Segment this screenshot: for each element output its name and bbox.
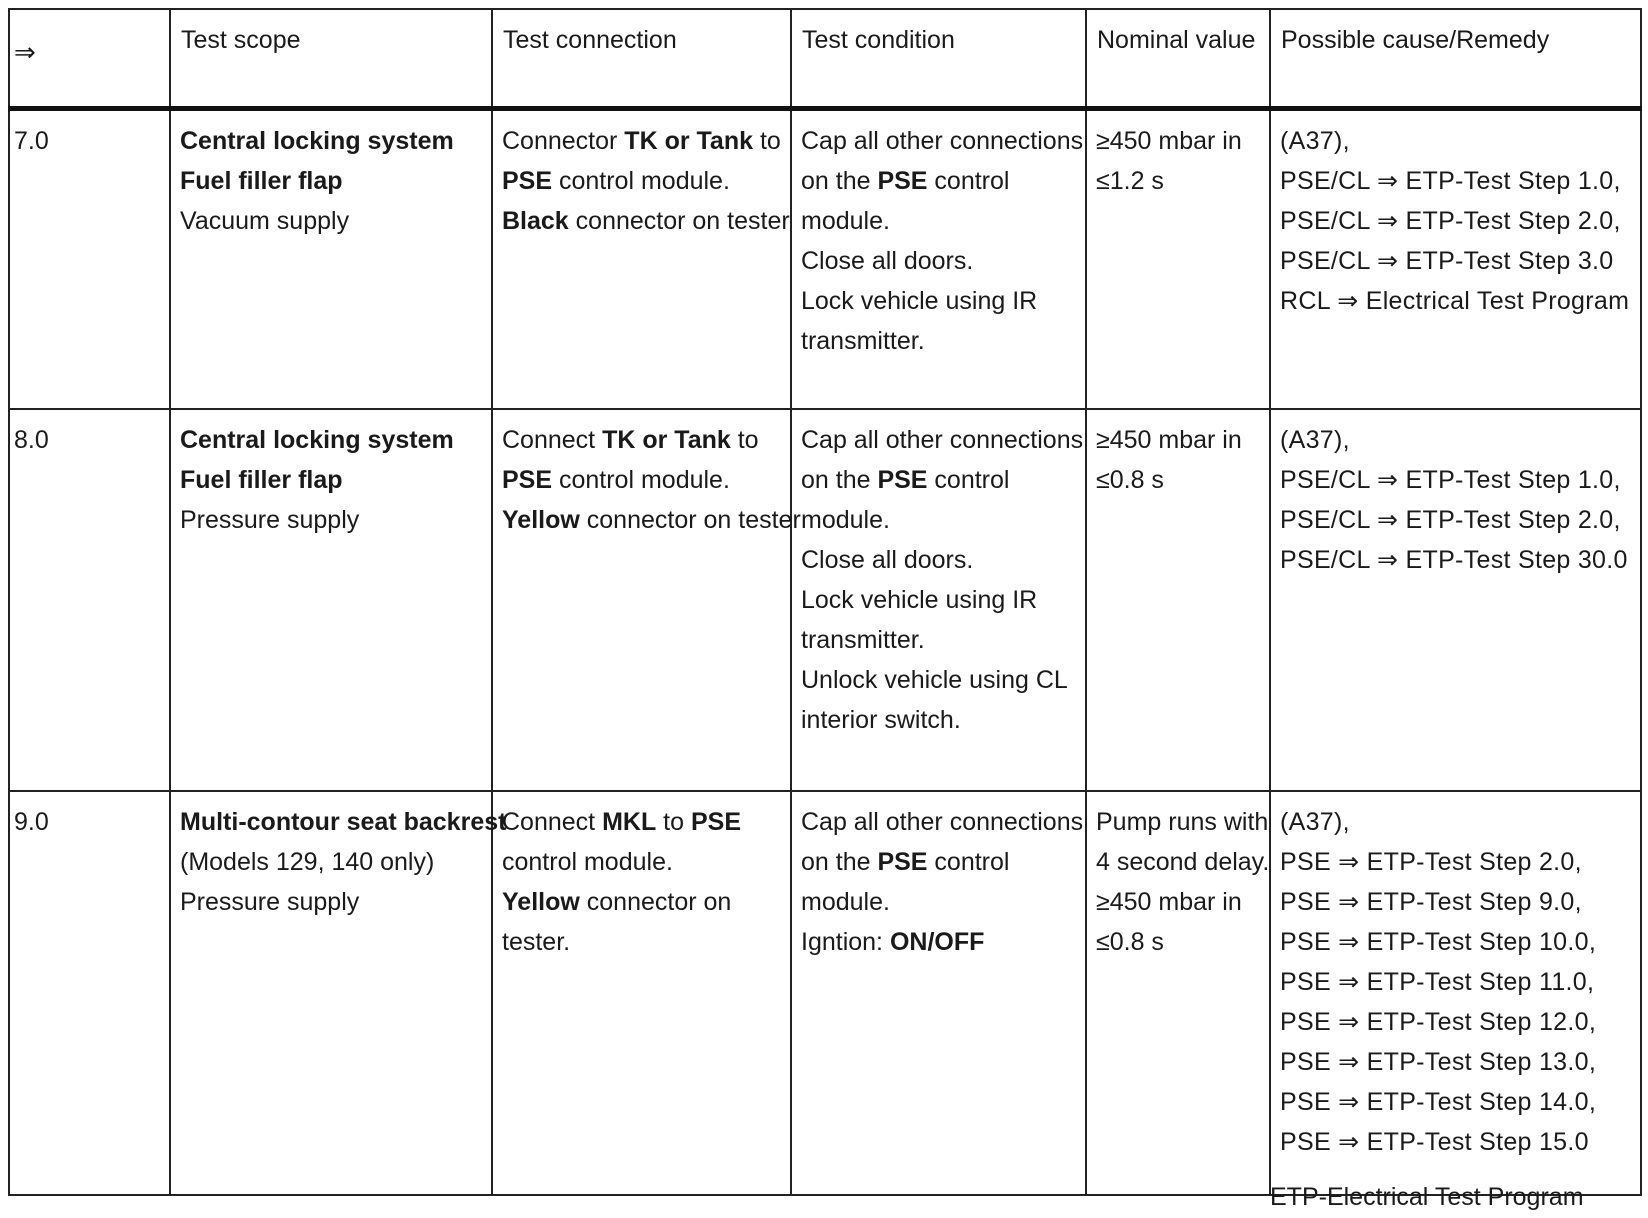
remedy-line: PSE ⇒ ETP-Test Step 2.0,: [1280, 848, 1582, 876]
remedy-cell: [1270, 791, 1641, 1195]
remedy-line: PSE ⇒ ETP-Test Step 10.0,: [1280, 928, 1597, 956]
remedy-line: PSE/CL ⇒ ETP-Test Step 1.0,: [1280, 466, 1621, 494]
header-row: [9, 9, 1641, 109]
remedy-line: PSE ⇒ ETP-Test Step 15.0: [1280, 1128, 1589, 1156]
remedy-line: PSE ⇒ ETP-Test Step 9.0,: [1280, 888, 1582, 916]
footnote: ETP-Electrical Test Program: [1270, 1183, 1584, 1211]
connection-line: Connect TK or Tank to: [502, 426, 759, 454]
nominal-line: ≥450 mbar in: [1096, 426, 1242, 454]
condition-line: Cap all other connections: [801, 426, 1084, 454]
connection-line: PSE control module.: [502, 466, 730, 494]
connection-line: Yellow connector on: [502, 888, 732, 916]
table-row: [9, 791, 1641, 1195]
nominal-line: ≤1.2 s: [1096, 167, 1164, 195]
test-connection-cell: [492, 791, 791, 1195]
scope-line: Pressure supply: [180, 888, 360, 916]
remedy-line: PSE/CL ⇒ ETP-Test Step 2.0,: [1280, 506, 1621, 534]
nominal-value-cell: [1086, 109, 1270, 410]
condition-line: Close all doors.: [801, 546, 974, 574]
header-test-scope: Test scope: [170, 9, 492, 109]
condition-line: interior switch.: [801, 706, 961, 734]
remedy-cell: [1270, 409, 1641, 791]
condition-line: module.: [801, 207, 890, 235]
nominal-line: ≤0.8 s: [1096, 928, 1164, 956]
condition-line: on the PSE control: [801, 167, 1010, 195]
scope-line: Pressure supply: [180, 506, 360, 534]
test-condition-cell: [791, 409, 1086, 791]
scope-line: Fuel filler flap: [180, 466, 343, 494]
scope-line: (Models 129, 140 only): [180, 848, 435, 876]
remedy-line: RCL ⇒ Electrical Test Program: [1280, 287, 1630, 315]
nominal-line: Pump runs with: [1096, 808, 1269, 836]
test-scope-cell: [170, 109, 492, 410]
nominal-value-cell: [1086, 791, 1270, 1195]
step-number: 9.0: [9, 791, 170, 1195]
test-table: [8, 8, 1642, 1196]
test-condition-cell: [791, 109, 1086, 410]
test-scope-cell: [170, 791, 507, 1195]
test-condition-cell: [791, 791, 1086, 1195]
nominal-line: 4 second delay.: [1096, 848, 1270, 876]
step-number: 8.0: [9, 409, 170, 791]
table-row: [9, 109, 1641, 410]
header-nominal-value: Nominal value: [1086, 9, 1270, 109]
remedy-cell: [1270, 109, 1641, 410]
condition-line: Close all doors.: [801, 247, 974, 275]
remedy-line: PSE ⇒ ETP-Test Step 11.0,: [1280, 968, 1595, 996]
remedy-line: PSE ⇒ ETP-Test Step 13.0,: [1280, 1048, 1597, 1076]
condition-line: module.: [801, 888, 890, 916]
remedy-line: PSE ⇒ ETP-Test Step 14.0,: [1280, 1088, 1597, 1116]
remedy-line: (A37),: [1280, 426, 1350, 454]
condition-line: on the PSE control: [801, 848, 1010, 876]
test-connection-cell: [492, 109, 791, 410]
nominal-line: ≥450 mbar in: [1096, 127, 1242, 155]
condition-line: on the PSE control: [801, 466, 1010, 494]
remedy-line: PSE/CL ⇒ ETP-Test Step 1.0,: [1280, 167, 1621, 195]
condition-line: Igntion: ON/OFF: [801, 928, 985, 956]
connection-line: Yellow connector on tester: [502, 506, 801, 534]
scope-line: Multi-contour seat backrest: [180, 808, 507, 836]
header-test-connection: Test connection: [492, 9, 791, 109]
connection-line: Connect MKL to PSE: [502, 808, 741, 836]
scope-line: Vacuum supply: [180, 207, 350, 235]
remedy-line: (A37),: [1280, 127, 1350, 155]
test-connection-cell: [492, 409, 801, 791]
remedy-line: PSE/CL ⇒ ETP-Test Step 2.0,: [1280, 207, 1621, 235]
connection-line: tester.: [502, 928, 571, 956]
remedy-line: PSE/CL ⇒ ETP-Test Step 30.0: [1280, 546, 1628, 574]
condition-line: transmitter.: [801, 626, 925, 654]
nominal-line: ≤0.8 s: [1096, 466, 1164, 494]
scope-line: Fuel filler flap: [180, 167, 343, 195]
header-step-arrow: ⇒: [9, 9, 170, 109]
condition-line: Lock vehicle using IR: [801, 287, 1038, 315]
nominal-value-cell: [1086, 409, 1270, 791]
condition-line: Lock vehicle using IR: [801, 586, 1038, 614]
remedy-line: PSE/CL ⇒ ETP-Test Step 3.0: [1280, 247, 1614, 275]
scope-line: Central locking system: [180, 127, 454, 155]
condition-line: Unlock vehicle using CL: [801, 666, 1068, 694]
connection-line: PSE control module.: [502, 167, 730, 195]
connection-line: Black connector on tester: [502, 207, 790, 235]
header-possible-cause-remedy: Possible cause/Remedy: [1270, 9, 1641, 109]
condition-line: Cap all other connections: [801, 808, 1084, 836]
remedy-line: PSE ⇒ ETP-Test Step 12.0,: [1280, 1008, 1597, 1036]
condition-line: Cap all other connections: [801, 127, 1084, 155]
connection-line: Connector TK or Tank to: [502, 127, 781, 155]
condition-line: transmitter.: [801, 327, 925, 355]
remedy-line: (A37),: [1280, 808, 1350, 836]
step-number: 7.0: [9, 109, 170, 410]
condition-line: module.: [801, 506, 890, 534]
connection-line: control module.: [502, 848, 673, 876]
test-scope-cell: [170, 409, 492, 791]
scope-line: Central locking system: [180, 426, 454, 454]
table-row: [9, 409, 1641, 791]
header-test-condition: Test condition: [791, 9, 1086, 109]
nominal-line: ≥450 mbar in: [1096, 888, 1242, 916]
